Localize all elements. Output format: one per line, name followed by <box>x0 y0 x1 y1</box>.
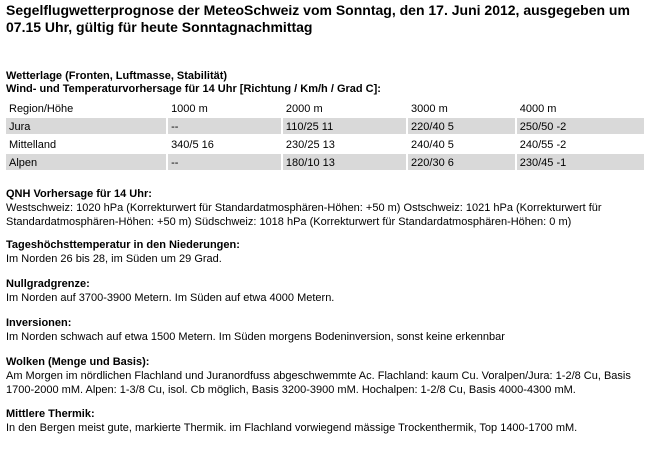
table-cell: 230/25 13 <box>285 138 335 151</box>
column-header-2000m: 2000 m <box>285 102 323 115</box>
inversions-section <box>6 316 644 344</box>
forecast-page <box>6 2 644 435</box>
clouds-section <box>6 355 644 397</box>
thermals-section <box>6 407 644 435</box>
table-cell: -- <box>168 118 281 134</box>
table-cell: -- <box>168 154 281 170</box>
column-header-4000m: 4000 m <box>519 102 557 115</box>
table-cell: 220/30 6 <box>408 154 515 170</box>
column-header-3000m: 3000 m <box>411 102 448 115</box>
temperature-section <box>6 238 644 266</box>
thermals-heading: Mittlere Thermik: <box>6 408 95 420</box>
qnh-section <box>6 187 644 229</box>
clouds-text: Am Morgen im nördlichen Flachland und Juranordfuss abgeschwemmte Ac. Flachland: kaum Cu. Voralpen/Jura: 1-2/8 Cu, Basis 1700-2000 mM. Alpen: 1-3/8 Cu, isol. Cb möglich, Basis 3200-3900 mM. Hochalpen: 1-2/8 Cu, Basis 4000-4300 mM. <box>6 370 631 396</box>
table-cell: 110/25 11 <box>283 118 406 134</box>
inversions-text: Im Norden schwach auf etwa 1500 Metern. Im Süden morgens Bodeninversion, sonst keine erkennbar <box>6 331 505 343</box>
table-cell: Mittelland <box>9 138 57 151</box>
table-header-row <box>6 100 644 116</box>
freezing-level-section <box>6 277 644 305</box>
qnh-heading: QNH Vorhersage für 14 Uhr: <box>6 188 152 200</box>
table-cell: Jura <box>6 118 166 134</box>
table-cell: 230/45 -1 <box>517 154 644 170</box>
column-header-region: Region/Höhe <box>9 102 74 115</box>
temperature-heading: Tageshöchsttemperatur in den Niederungen: <box>6 239 240 251</box>
table-cell: 240/55 -2 <box>519 138 567 151</box>
table-cell: 220/40 5 <box>408 118 515 134</box>
inversions-heading: Inversionen: <box>6 317 72 329</box>
table-cell: 180/10 13 <box>283 154 406 170</box>
table-cell: 340/5 16 <box>171 138 214 151</box>
temperature-text: Im Norden 26 bis 28, im Süden um 29 Grad. <box>6 253 222 265</box>
wind-temperature-table <box>4 98 646 172</box>
freezing-level-heading: Nullgradgrenze: <box>6 278 90 290</box>
freezing-level-text: Im Norden auf 3700-3900 Metern. Im Süden auf etwa 4000 Metern. <box>6 292 335 304</box>
table-cell: 240/40 5 <box>411 138 454 151</box>
table-cell: Alpen <box>6 154 166 170</box>
wind-forecast-heading: Wind- und Temperaturvorhersage für 14 Uhr [Richtung / Km/h / Grad C]: <box>6 83 381 95</box>
table-cell: 250/50 -2 <box>517 118 644 134</box>
table-row-mittelland <box>6 136 644 152</box>
page-title: Segelflugwetterprognose der MeteoSchweiz vom Sonntag, den 17. Juni 2012, ausgegeben um 07.15 Uhr, gültig für heute Sonntagnachmittag <box>6 2 630 35</box>
column-header-1000m: 1000 m <box>171 102 208 115</box>
clouds-heading: Wolken (Menge und Basis): <box>6 356 150 368</box>
wetterlage-heading: Wetterlage (Fronten, Luftmasse, Stabilität) <box>6 70 228 82</box>
table-row-alpen <box>6 154 644 170</box>
table-row-jura <box>6 118 644 134</box>
thermals-text: In den Bergen meist gute, markierte Thermik. im Flachland vorwiegend mässige Trockenthermik, Top 1400-1700 mM. <box>6 422 578 434</box>
qnh-text: Westschweiz: 1020 hPa (Korrekturwert für Standardatmosphären-Höhen: +50 m) Ostschweiz: 1021 hPa (Korrekturwert für Standardatmosphären-Höhen: +50 m) Südschweiz: 1018 hPa (Korrekturwert für Standardatmosphären-Höhen: 0 m) <box>6 202 602 228</box>
